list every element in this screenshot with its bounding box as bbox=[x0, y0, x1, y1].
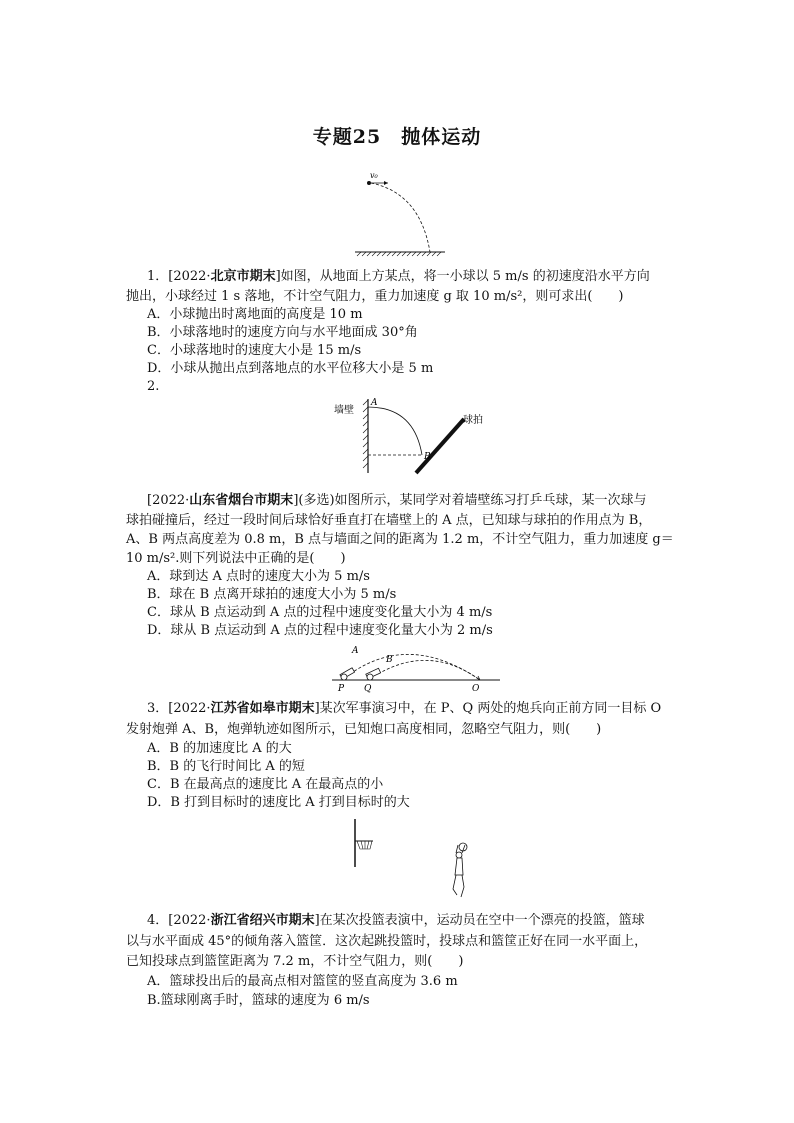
q1-option-c: C．小球落地时的速度大小是 15 m/s bbox=[147, 343, 362, 358]
q3-line1: 3．[2022·江苏省如皋市期末]某次军事演习中，在 P、Q 两处的炮兵向正前方同一目标 O bbox=[147, 701, 662, 716]
q4-figure bbox=[345, 815, 485, 905]
q2-line1: [2022·山东省烟台市期末](多选)如图所示，某同学对着墙壁练习打乒乓球，某一次球与 bbox=[147, 493, 647, 508]
point-b-label: B bbox=[424, 452, 431, 462]
q3-option-a: A．B 的加速度比 A 的大 bbox=[147, 741, 292, 756]
q3-figure bbox=[330, 640, 505, 694]
q2-line2: 球拍碰撞后，经过一段时间后球恰好垂直打在墙壁上的 A 点，已知球与球拍的作用点为 B， bbox=[126, 513, 652, 528]
q1-line1: 1．[2022·北京市期末]如图，从地面上方某点，将一小球以 5 m/s 的初速度沿水平方向 bbox=[147, 269, 650, 284]
q2-line3: A、B 两点高度差为 0.8 m，B 点与墙面之间的距离为 1.2 m，不计空气阻力，重力加速度 g＝ bbox=[126, 532, 674, 547]
wall-hatch bbox=[363, 400, 368, 468]
q2-figure bbox=[330, 393, 500, 485]
label-b: B bbox=[386, 655, 393, 665]
paddle-label: 球拍 bbox=[463, 415, 483, 426]
q2-option-b: B．球在 B 点离开球拍的速度大小为 5 m/s bbox=[147, 587, 397, 602]
q3-line2: 发射炮弹 A、B，炮弹轨迹如图所示，已知炮口高度相同，忽略空气阻力，则( ) bbox=[126, 722, 602, 737]
q2-line4: 10 m/s².则下列说法中正确的是( ) bbox=[126, 551, 346, 566]
ground-hatch bbox=[357, 252, 441, 256]
page-title: 专题25 抛体运动 bbox=[312, 126, 482, 148]
trajectory-curve bbox=[371, 183, 430, 252]
q2-option-c: C．球从 B 点运动到 A 点的过程中速度变化量大小为 4 m/s bbox=[147, 605, 493, 620]
cannon-q bbox=[366, 668, 381, 680]
q1-figure bbox=[350, 168, 450, 260]
q4-option-b: B.篮球刚离手时，篮球的速度为 6 m/s bbox=[147, 993, 370, 1008]
q1-option-b: B．小球落地时的速度方向与水平地面成 30°角 bbox=[147, 325, 418, 340]
q2-option-a: A．球到达 A 点时的速度大小为 5 m/s bbox=[147, 569, 370, 584]
q2-number: 2. bbox=[147, 379, 160, 394]
trajectory-b bbox=[378, 660, 480, 680]
q4-line2: 以与水平面成 45°的倾角落入篮筐．这次起跳投篮时，投球点和篮筐正好在同一水平面上， bbox=[126, 934, 648, 949]
q4-option-a: A．篮球投出后的最高点相对篮筐的竖直高度为 3.6 m bbox=[147, 974, 458, 989]
cannon-p bbox=[340, 668, 355, 680]
v0-label: v₀ bbox=[370, 171, 378, 180]
q3-option-d: D．B 打到目标时的速度比 A 打到目标时的大 bbox=[147, 795, 410, 810]
q3-option-b: B．B 的飞行时间比 A 的短 bbox=[147, 759, 305, 774]
label-a: A bbox=[352, 646, 359, 656]
q4-line3: 已知投球点到篮筐距离为 7.2 m，不计空气阻力，则( ) bbox=[126, 954, 464, 969]
ball bbox=[367, 181, 371, 185]
q4-line1: 4．[2022·浙江省绍兴市期末]在某次投篮表演中，运动员在空中一个漂亮的投篮，篮球 bbox=[147, 913, 645, 928]
label-o: O bbox=[472, 684, 480, 694]
hoop-net bbox=[357, 841, 372, 849]
point-a-label: A bbox=[371, 398, 378, 408]
ball-trajectory bbox=[368, 407, 422, 455]
q1-option-a: A．小球抛出时离地面的高度是 10 m bbox=[147, 307, 363, 322]
paddle bbox=[416, 419, 464, 473]
label-p: P bbox=[338, 684, 345, 694]
label-q: Q bbox=[364, 684, 372, 694]
q2-option-d: D．球从 B 点运动到 A 点的过程中速度变化量大小为 2 m/s bbox=[147, 623, 493, 638]
wall-label: 墙壁 bbox=[334, 405, 354, 416]
basketball-player bbox=[453, 843, 467, 897]
q1-line2: 抛出，小球经过 1 s 落地，不计空气阻力，重力加速度 g 取 10 m/s²，则可求出( ) bbox=[126, 289, 624, 304]
q1-option-d: D．小球从抛出点到落地点的水平位移大小是 5 m bbox=[147, 361, 434, 376]
q3-option-c: C．B 在最高点的速度比 A 在最高点的小 bbox=[147, 777, 384, 792]
